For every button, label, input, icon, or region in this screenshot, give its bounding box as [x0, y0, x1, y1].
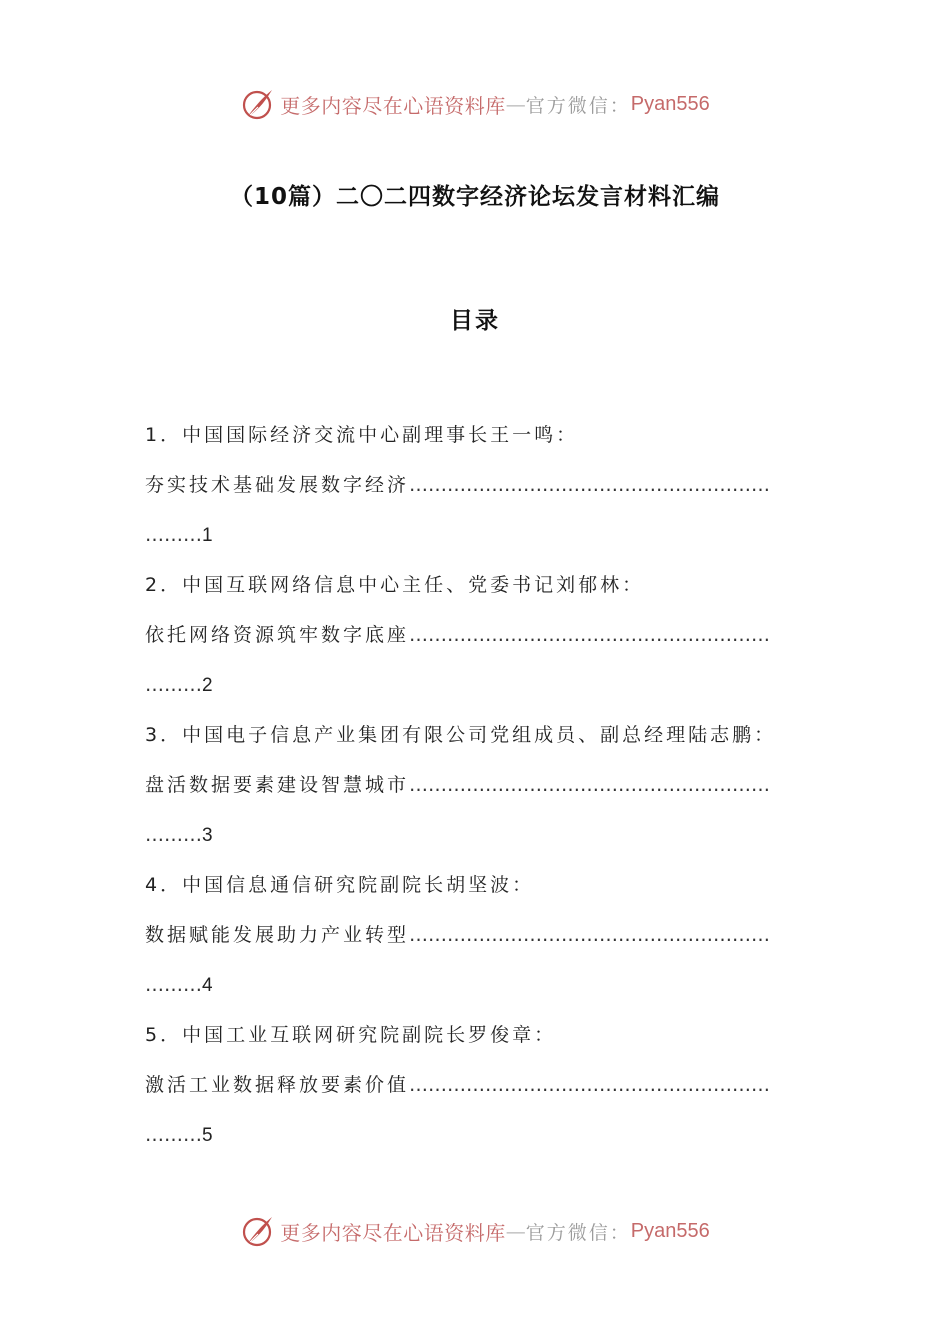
toc-entry-heading: 1．中国国际经济交流中心副理事长王一鸣：: [145, 424, 579, 446]
footer-watermark: [0, 1211, 950, 1251]
toc-entry-page: [145, 818, 805, 868]
toc-entry-page: [145, 668, 805, 718]
quill-logo-icon: [240, 1213, 276, 1249]
watermark-brand: 更多内容尽在心语资料库: [280, 93, 506, 118]
toc-entry-topic[interactable]: [145, 618, 805, 668]
watermark-id: Pyan556: [630, 92, 710, 115]
watermark-brand: 更多内容尽在心语资料库: [280, 1220, 506, 1245]
toc-heading: 目录: [450, 308, 500, 334]
quill-logo-icon: [240, 86, 276, 122]
toc-dot-leader: …………………………………………………: [409, 1074, 771, 1096]
toc-entry-heading: 2．中国互联网络信息中心主任、党委书记刘郁林：: [145, 574, 645, 596]
toc-dot-leader: ………: [145, 1124, 202, 1146]
document-title: （10篇）二〇二四数字经济论坛发言材料汇编: [229, 184, 720, 210]
toc-page-number: 4: [202, 975, 213, 996]
watermark-sub: 官方微信：: [525, 94, 631, 117]
toc-dot-leader: …………………………………………………: [409, 624, 771, 646]
toc-entry-topic[interactable]: [145, 768, 805, 818]
toc-entry-page: [145, 518, 805, 568]
toc-dot-leader: …………………………………………………: [409, 474, 771, 496]
toc-dot-leader: ………: [145, 974, 202, 996]
toc-entry-topic[interactable]: [145, 1068, 805, 1118]
toc-entry-page: [145, 1118, 805, 1168]
toc-dot-leader: …………………………………………………: [409, 774, 771, 796]
toc-entry-heading: 4．中国信息通信研究院副院长胡坚波：: [145, 874, 535, 896]
toc-topic-text: 激活工业数据释放要素价值: [145, 1074, 410, 1096]
toc-topic-text: 盘活数据要素建设智慧城市: [145, 774, 410, 796]
toc-dot-leader: ………: [145, 824, 202, 846]
toc-dot-leader: ………: [145, 674, 202, 696]
watermark-id: Pyan556: [630, 1219, 710, 1242]
toc-entry-heading: 3．中国电子信息产业集团有限公司党组成员、副总经理陆志鹏：: [145, 724, 777, 746]
header-watermark: [0, 84, 950, 124]
toc-entry-topic[interactable]: [145, 468, 805, 518]
toc-entry-page: [145, 968, 805, 1018]
toc-page-number: 5: [202, 1125, 213, 1146]
watermark-sub: 官方微信：: [525, 1221, 631, 1244]
watermark-dash: —: [505, 1219, 526, 1243]
toc-dot-leader: …………………………………………………: [409, 924, 771, 946]
toc-topic-text: 依托网络资源筑牢数字底座: [145, 624, 410, 646]
toc-topic-text: 夯实技术基础发展数字经济: [145, 474, 410, 496]
toc-entry-topic[interactable]: [145, 918, 805, 968]
toc-page-number: 2: [202, 675, 213, 696]
toc-dot-leader: ………: [145, 524, 202, 546]
table-of-contents: [145, 418, 805, 1168]
watermark-dash: —: [505, 92, 526, 116]
toc-page-number: 1: [202, 525, 213, 546]
toc-entry-heading: 5．中国工业互联网研究院副院长罗俊章：: [145, 1024, 557, 1046]
toc-page-number: 3: [202, 825, 213, 846]
toc-topic-text: 数据赋能发展助力产业转型: [145, 924, 410, 946]
